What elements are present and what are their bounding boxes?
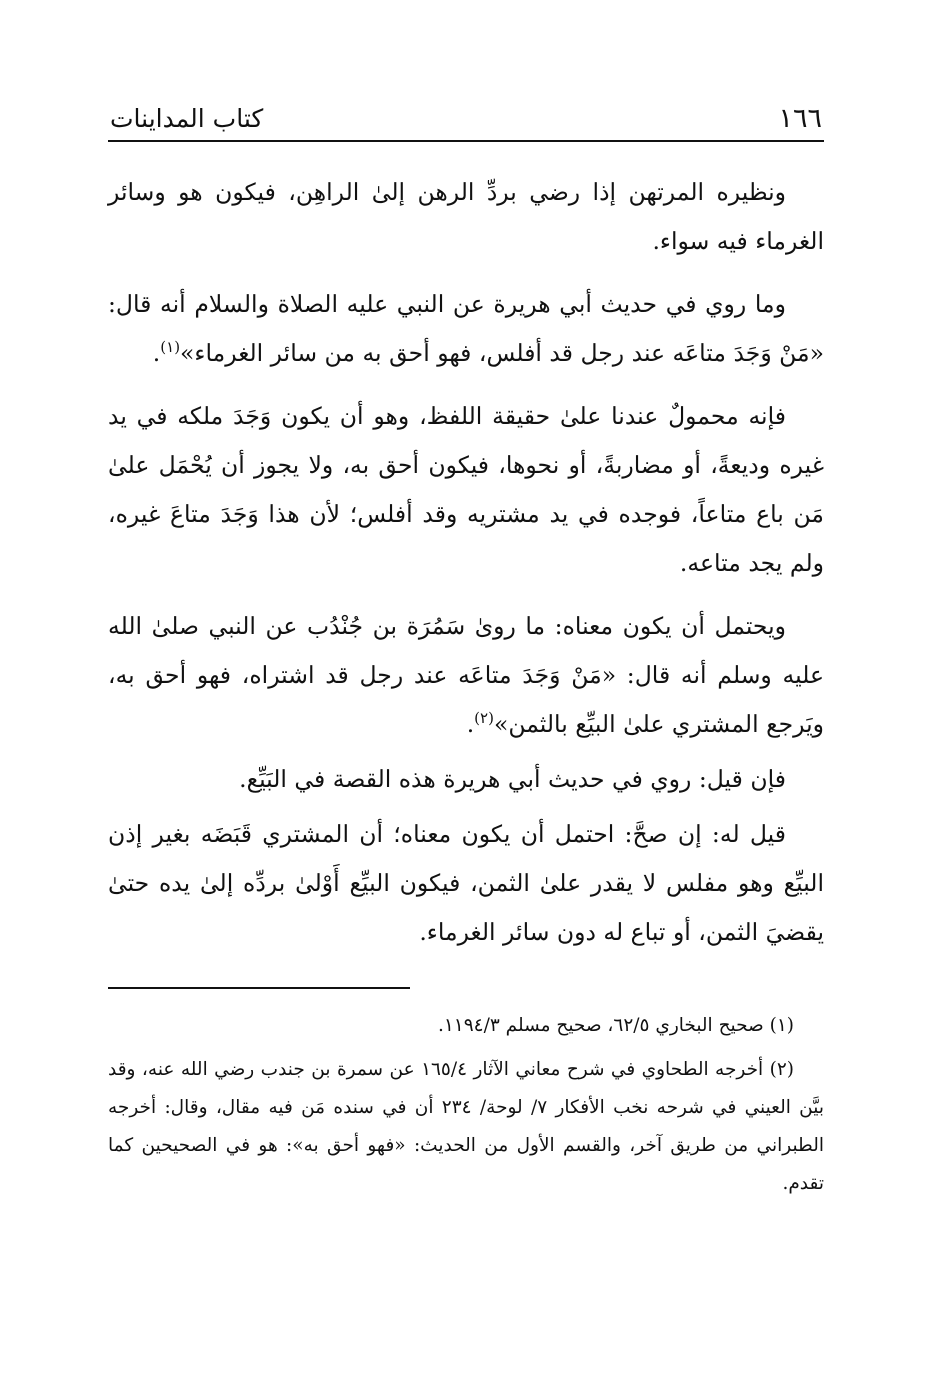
paragraph-text: ونظيره المرتهن إذا رضي بردِّ الرهن إلىٰ الراهِن، فيكون هو وسائر الغرماء فيه سواء. (108, 178, 824, 255)
running-header (108, 100, 824, 142)
footnotes (108, 1007, 824, 1203)
header-title: كتاب المداينات (110, 104, 264, 133)
page-number: ١٦٦ (778, 103, 822, 134)
footnote-divider (108, 987, 410, 989)
sentence-end: . (152, 339, 161, 367)
paragraph (108, 602, 824, 749)
book-page (108, 100, 824, 1209)
footnote: (٢) أخرجه الطحاوي في شرح معاني الآثار ١٦٥/٤ عن سمرة بن جندب رضي الله عنه، وقد بيَّن العيني في شرحه نخب الأفكار ٧/ لوحة/ ٢٣٤ أن في سنده مَن فيه مقال، وقال: أخرجه الطبراني من طريق آخر، والقسم الأول من الحديث: «فهو أحق به»: هو في الصحيحين كما تقدم. (108, 1059, 824, 1194)
paragraph-text: ويحتمل أن يكون معناه: ما روىٰ سَمُرَة بن جُنْدُب عن النبي صلىٰ الله عليه وسلم أنه قال: «مَنْ وَجَدَ متاعَه عند رجل قد اشتراه، فهو أحق به، ويَرجع المشتري علىٰ البيِّع بالثمن» (108, 612, 824, 738)
paragraph (108, 755, 824, 804)
paragraph-text: فإن قيل: روي في حديث أبي هريرة هذه القصة في البَيِّع. (239, 765, 786, 793)
paragraph-text: قيل له: إن صحَّ: احتمل أن يكون معناه؛ أن المشتري قَبَضَه بغير إذن البيِّع وهو مفلس لا يقدر علىٰ الثمن، فيكون البيِّع أَوْلىٰ بردِّه إلىٰ يده حتىٰ يقضيَ الثمن، أو تباع له دون سائر الغرماء. (108, 820, 824, 946)
paragraph-text: فإنه محمولٌ عندنا علىٰ حقيقة اللفظ، وهو أن يكون وَجَدَ ملكه في يد غيره وديعةً، أو مضاربةً، أو نحوها، فيكون أحق به، ولا يجوز أن يُحْمَل علىٰ مَن باع متاعاً، فوجده في يد مشتريه وقد أفلس؛ لأن هذا وَجَدَ متاعَ غيره، ولم يجد متاعه. (108, 402, 824, 577)
main-text (108, 168, 824, 957)
sentence-end: . (466, 710, 475, 738)
paragraph (108, 168, 824, 266)
footnote-reference: (١) (160, 338, 181, 357)
paragraph-text: وما روي في حديث أبي هريرة عن النبي عليه الصلاة والسلام أنه قال: «مَنْ وَجَدَ متاعَه عند رجل قد أفلس، فهو أحق به من سائر الغرماء» (108, 290, 824, 367)
paragraph (108, 810, 824, 957)
footnote-reference: (٢) (474, 709, 494, 728)
footnote: (١) صحيح البخاري ٦٢/٥، صحيح مسلم ١١٩٤/٣. (437, 1015, 794, 1036)
paragraph (108, 392, 824, 588)
paragraph (108, 280, 824, 378)
